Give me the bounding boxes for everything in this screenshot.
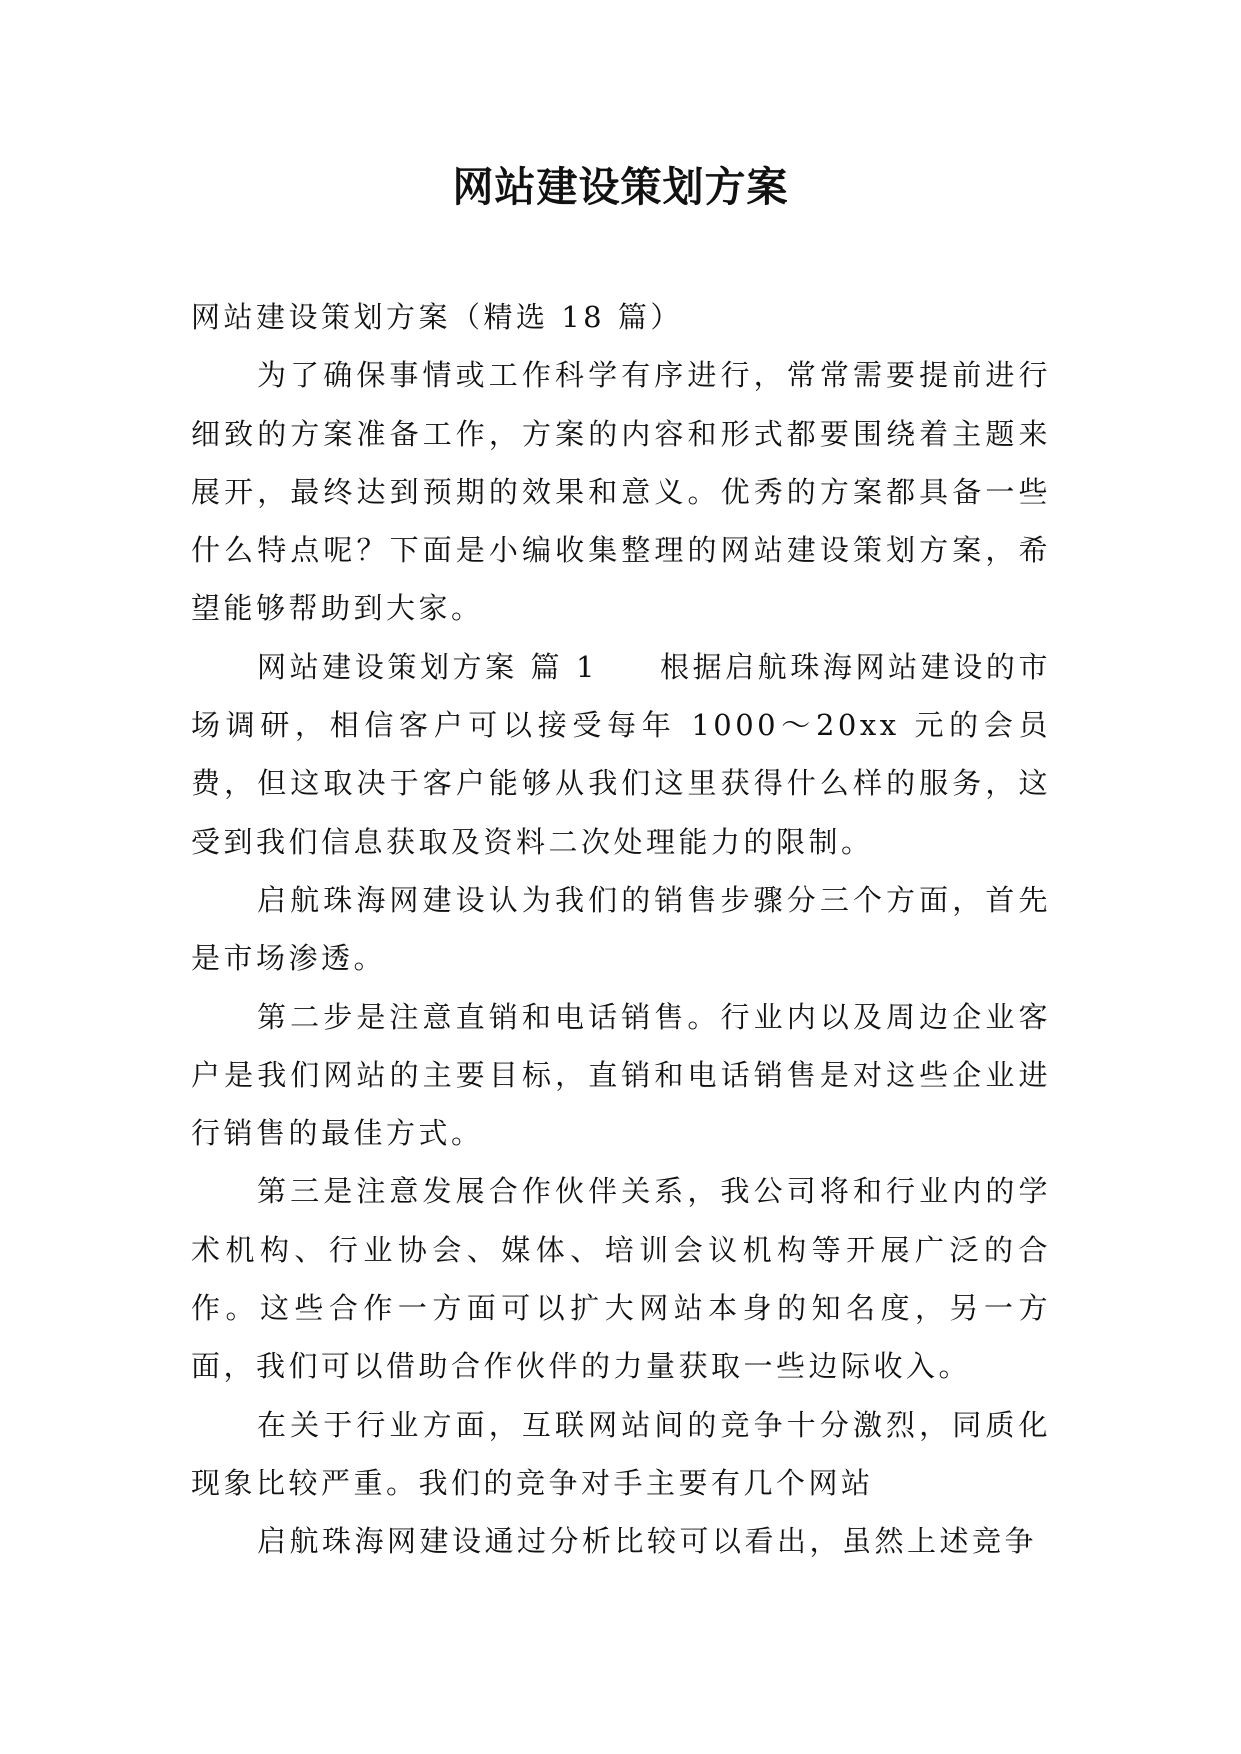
step-3-paragraph: 第三是注意发展合作伙伴关系，我公司将和行业内的学术机构、行业协会、媒体、培训会议机构等开展广泛的合作。这些合作一方面可以扩大网站本身的知名度，另一方面，我们可以借助合作伙伴的力量获取一些边际收入。 [191, 1174, 1051, 1384]
document-title: 网站建设策划方案 [452, 163, 789, 211]
sales-steps-paragraph: 启航珠海网建设认为我们的销售步骤分三个方面，首先是市场渗透。 [191, 882, 1051, 976]
document-subtitle: 网站建设策划方案（精选 18 篇） [191, 300, 683, 334]
document-body [191, 288, 1051, 1571]
section-1-paragraph [191, 638, 1051, 871]
step-2-paragraph: 第二步是注意直销和电话销售。行业内以及周边企业客户是我们网站的主要目标，直销和电话销售是对这些企业进行销售的最佳方式。 [191, 999, 1051, 1151]
competition-paragraph: 在关于行业方面，互联网站间的竞争十分激烈，同质化现象比较严重。我们的竞争对手主要有几个网站 [191, 1407, 1051, 1500]
analysis-paragraph: 启航珠海网建设通过分析比较可以看出，虽然上述竞争 [257, 1524, 1038, 1559]
section-1-text: 根据启航珠海网站建设的市场调研，相信客户可以接受每年 1000～20xx 元的会员费，但这取决于客户能够从我们这里获得什么样的服务，这受到我们信息获取及资料二次处理能力的限制。 [191, 649, 1051, 859]
intro-paragraph: 为了确保事情或工作科学有序进行，常常需要提前进行细致的方案准备工作，方案的内容和形式都要围绕着主题来展开，最终达到预期的效果和意义。优秀的方案都具备一些什么特点呢？下面是小编收集整理的网站建设策划方案，希望能够帮助到大家。 [191, 358, 1051, 626]
section-1-heading: 网站建设策划方案 篇 1 [257, 649, 598, 684]
